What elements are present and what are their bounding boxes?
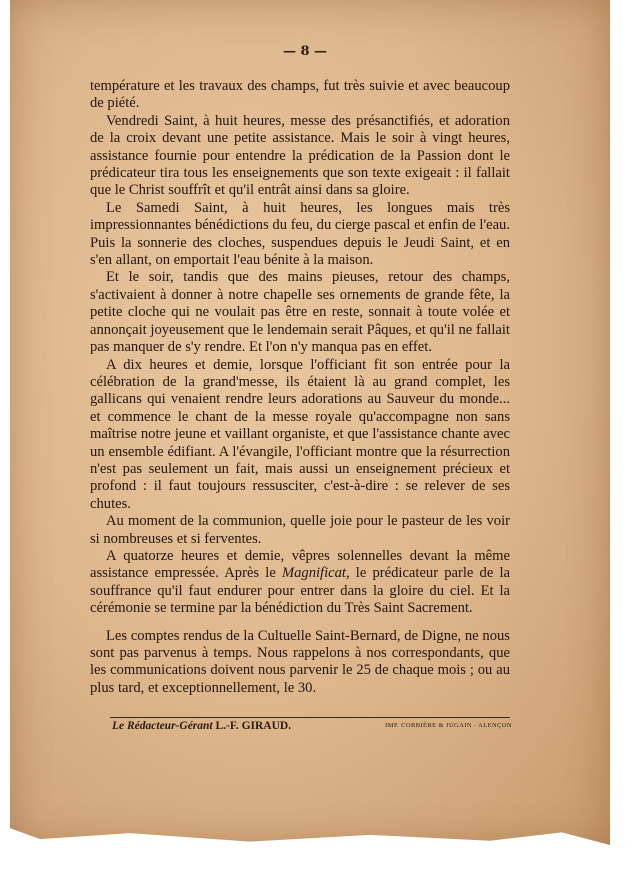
paragraph: Au moment de la communion, quelle joie pour le pasteur de les voir si nombreuses et si ferventes. (90, 513, 510, 547)
editor-credit (112, 720, 291, 732)
printer-credit: IMP. CORBIÈRE & JUGAIN - ALENÇON (385, 722, 512, 729)
paragraph: Et le soir, tandis que des mains pieuses, retour des champs, s'activaient à donner à notre chapelle ses ornements de grande fête, la petite cloche qui ne voulait pas être en reste, sonnait à toute volée et annonçait joyeusement que le lendemain serait Pâques, et qu'il ne fallait pas manquer de s'y rendre. Et l'on n'y manqua pas en effet. (90, 269, 510, 356)
text-run: , le prédicateur parle de la souffrance qu'il faut endurer pour entrer dans la gloire du ciel. Et la cérémonie se termine par la bénédiction du Très Saint Sacrement. (90, 565, 510, 617)
editor-name: L.-F. GIRAUD. (215, 720, 292, 732)
paragraph-vespers (90, 548, 510, 618)
article-body (90, 78, 510, 697)
paragraph: température et les travaux des champs, fut très suivie et avec beaucoup de piété. (90, 78, 510, 112)
paragraph: Vendredi Saint, à huit heures, messe des présanctifiés, et adoration de la croix devant une petite assistance. Mais le soir à vingt heures, assistance fournie pour entendre la prédication de la Passion dont le prédicateur tira tous les enseignements que son texte exigeait : il fallait que le Christ souffrît et qu'il entrât ainsi dans sa gloire. (90, 112, 510, 199)
paragraph: A dix heures et demie, lorsque l'officiant fit son entrée pour la célébration de la grand'messe, ils étaient là au grand complet, les gallicans qui venaient rendre leurs adorations au Sauveur du monde... et commence le chant de la messe royale qu'accompagne non sans maîtrise notre jeune et vaillant organiste, et que l'assistance chante avec un ensemble édifiant. A l'évangile, l'officiant montre que la résurrection n'est pas seulement un fait, mais aussi un enseignement précieux et profond : il faut toujours ressusciter, c'est-à-dire : se relever de ses chutes. (90, 356, 510, 512)
footer-rule (110, 717, 510, 718)
notice-paragraph: Les comptes rendus de la Cultuelle Saint-Bernard, de Digne, ne nous sont pas parvenus à temps. Nous rappelons à nos correspondants, que les communications doivent nous parvenir le 25 de chaque mois ; ou au plus tard, et exceptionnellement, le 30. (90, 627, 510, 696)
paragraph: Le Samedi Saint, à huit heures, les longues mais très impressionnantes bénédictions du feu, du cierge pascal et enfin de l'eau. Puis la sonnerie des cloches, suspendues depuis le Jeudi Saint, et en s'en allant, on emportait l'eau bénite à la maison. (90, 199, 510, 269)
text-run: A quatorze heures et demie, vêpres solennelles devant la même assistance empressée. Après le (90, 547, 510, 582)
editor-label: Le Rédacteur-Gérant (112, 720, 213, 732)
page-number: — 8 — (282, 44, 328, 59)
footer (112, 720, 512, 736)
italic-term: Magnificat (281, 565, 346, 582)
